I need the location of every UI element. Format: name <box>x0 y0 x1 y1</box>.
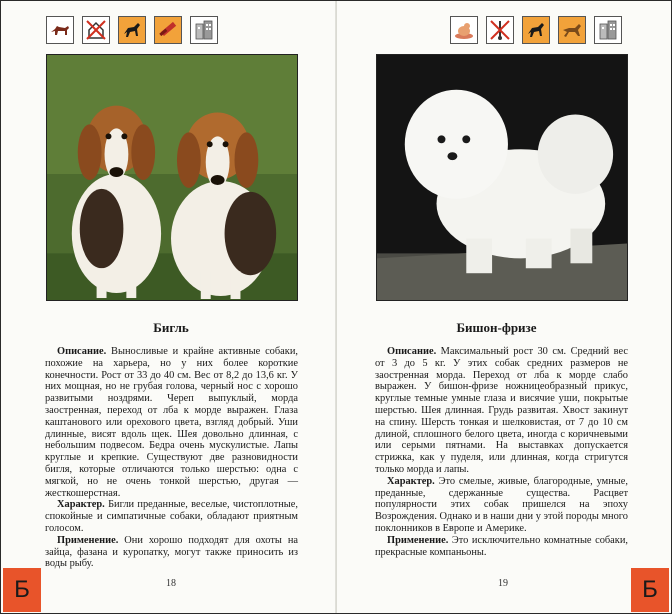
breed-description <box>375 346 628 558</box>
usage-paragraph: Применение. Это исключительно комнатные собаки, прекрасные компаньоны. <box>375 534 628 558</box>
character-paragraph: Характер. Это смелые, живые, благородные, умные, преданные, сдержанные существа. Расцвет популярности этих собак пришелся на эпоху Возрождения. Однако и в наши дни у этой породы много поклонников в Европе и Америке. <box>375 475 628 534</box>
working-dog-icon <box>118 16 146 44</box>
page-number: 19 <box>498 578 508 589</box>
no-hunting-icon <box>486 16 514 44</box>
running-dog-icon <box>558 16 586 44</box>
description-paragraph: Описание. Максимальный рост 30 см. Средний вес от 3 до 5 кг. У этих собак средних размеров не заостренная морда. Переход от лба к морде слабо выражен. У бишон-фризе ножницеобразный прикус, круглые темные умные глаза и висячие уши, покрытые шерстью. Шея длинная. Грудь развитая. Хвост закинут на спину. Шерсть тонкая и шелковистая, от 7 до 10 см длиной, сплошного белого цвета, иногда с коричневыми или серыми пятнами. На выставках допускается стрижка, как у пуделя, или длинная, когда стригутся только морда и лапы. <box>375 346 628 475</box>
grooming-brush-icon <box>154 16 182 44</box>
alphabet-tab: Б <box>631 568 669 612</box>
bichon-frise-photo <box>376 54 628 301</box>
character-paragraph: Характер. Бигли преданные, веселые, чистоплотные, спокойные и симпатичные собаки, обладают приятным голосом. <box>45 499 298 534</box>
apartment-building-icon <box>190 16 218 44</box>
no-house-icon <box>82 16 110 44</box>
page-number: 18 <box>166 578 176 589</box>
breed-icon-row <box>46 16 218 44</box>
beagle-photo <box>46 54 298 301</box>
breed-icon-row <box>450 16 622 44</box>
description-paragraph: Описание. Выносливые и крайне активные собаки, похожие на харьера, но у них более короткие конечности. Рост от 33 до 40 см. Вес от 8,2 до 13,6 кг. У них мощная, но не грубая голова, черный нос с хорошо развитыми ноздрями. Череп выпуклый, морда заостренная, переход от лба к морде выражен. Глаза каштанового или орехового цвета, взгляд добрый. Уши длинные, висят вдоль щек. Шея довольно длинная, с небольшим подвесом. Бедра очень мускулистые. Лапы круглые и крепкие. Существуют две разновидности бигля, которые отличаются только шерстью: одна с мягкой, но не очень тонкой шерстью, другая — жесткошерстная. <box>45 346 298 499</box>
breed-description <box>45 346 298 570</box>
alphabet-tab: Б <box>3 568 41 612</box>
breed-title: Бигль <box>153 320 189 335</box>
usage-paragraph: Применение. Они хорошо подходят для охоты на зайца, фазана и куропатку, могут также приносить из воды рыбу. <box>45 534 298 570</box>
left-page <box>1 1 336 613</box>
breed-title: Бишон-фризе <box>456 320 537 335</box>
hunting-dog-icon <box>46 16 74 44</box>
apartment-building-icon <box>594 16 622 44</box>
lap-dog-icon <box>450 16 478 44</box>
working-dog-icon <box>522 16 550 44</box>
right-page <box>337 1 672 613</box>
